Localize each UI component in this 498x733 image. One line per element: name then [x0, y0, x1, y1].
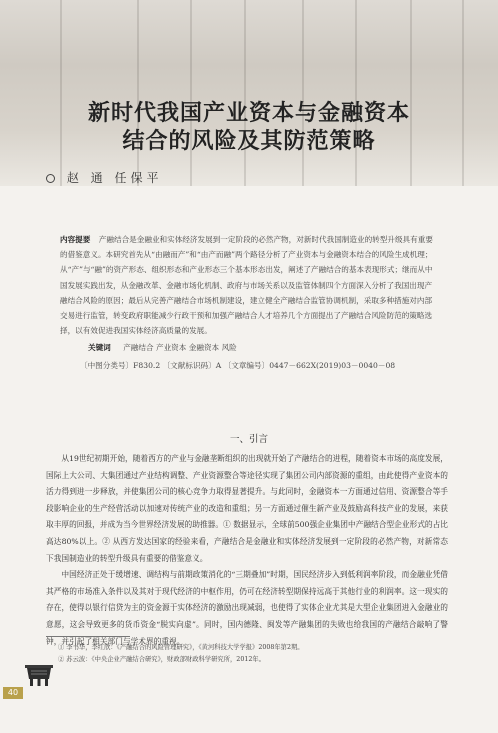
footnote-divider: [46, 636, 130, 637]
article-title-line2: 结合的风险及其防范策略: [122, 128, 376, 154]
abstract-text: 产融结合是金融业和实体经济发展到一定阶段的必然产物，对新时代我国制造业的转型升级具有重要的借鉴意义。本研究首先从“由融而产”和“由产而融”两个路径分析了产业资本与金融资本结合的风险生成机理；从“产”与“融”的资产形态、组织形态和产业形态三个基本形态出发，阐述了产融结合的基本表现形式；继而从中国发展实践出发，从金融改革、金融市场化机制、政府与市场关系以及监管体制四个方面深入分析了我国出现产融结合风险的原因；最后从完善产融结合市场机制建设，建立健全产融结合监管协调机制，采取多种措施对内部交易进行监管，转变政府职能减少行政干预和加强产融结合人才培养几个方面提出了产融结合风险防范的策略选择，以有效促进我国实体经济高质量的发展。: [60, 235, 433, 336]
section-heading: 一、引言: [229, 434, 268, 445]
abstract: [60, 232, 438, 373]
footnote: ② 苏云波：《中央企业产融结合研究》，财政部财政科学研究所，2012年。: [58, 656, 265, 663]
bronze-vessel-icon: [22, 663, 56, 687]
keywords-label: 关键词: [88, 343, 111, 353]
author-line: [46, 169, 162, 186]
keywords-items: 产融结合 产业资本 金融资本 风险: [123, 343, 237, 353]
page-number: 40: [3, 687, 23, 699]
footnote: ① 李书华，李红欣：《产融结合的风险管理研究》，《黄河科技大学学报》2008年第2期。: [58, 644, 304, 651]
classification-line: 〔中图分类号〕F830.2 〔文献标识码〕A 〔文章编号〕0447－662X(2019)03－0040－08: [80, 360, 396, 370]
article-title-line1: 新时代我国产业资本与金融资本: [87, 100, 410, 126]
authors: 赵 通 任保平: [66, 171, 163, 185]
circle-mark-icon: [46, 174, 55, 183]
keywords: [60, 340, 438, 355]
header-band: [0, 0, 498, 186]
footnotes: [58, 642, 304, 666]
body-paragraph: 从19世纪初期开始，随着西方的产业与金融垄断组织的出现就开始了产融结合的进程，随着资本市场的高度发展，国际上大公司、大集团通过产业结构调整、产业资源整合等途径实现了集团公司内部资源的重组，由此使得产业资本的活力得到进一步释放，并使集团公司的核心竞争力取得显著提升。与此同时，金融资本一方面通过信用、资源整合等手段影响企业的生产经营活动以加速对传统产业的改造和重组；另一方面通过催生新产业及鼓励高科技产业的发展，来获取丰厚的回报，并成为当今世界经济发展的助推器。① 数据显示，全球前500强企业集团中产融结合型企业形式的占比高达80%以上。② 从西方发达国家的经验来看，产融结合是金融业和实体经济发展到一定阶段的必然产物，对新常态下我国制造业的转型升级具有重要的借鉴意义。: [46, 454, 448, 563]
abstract-label: 内容提要: [60, 235, 91, 244]
body-paragraph: 中国经济正处于缓增速、调结构与前期政策消化的“三期叠加”时期，国民经济步入到低利润率阶段，而金融业凭借其严格的市场准入条件以及其对于现代经济的中枢作用，仍可在经济转型期保持远高于其他行业的利润率。这一现实的存在，使得以银行信贷为主的资金源于实体经济的激励出现减弱，也使得了实体企业尤其是大型企业集团进入金融业的意愿，这会导致更多的货币资金“脱实向虚”。同时，国内德隆、闽发等产融集团的失败也给我国的产融结合敲响了警钟，并引起了相关部门与学术界的重视。: [46, 570, 448, 646]
body-text: [46, 451, 448, 650]
abstract-paragraph: [60, 232, 438, 338]
